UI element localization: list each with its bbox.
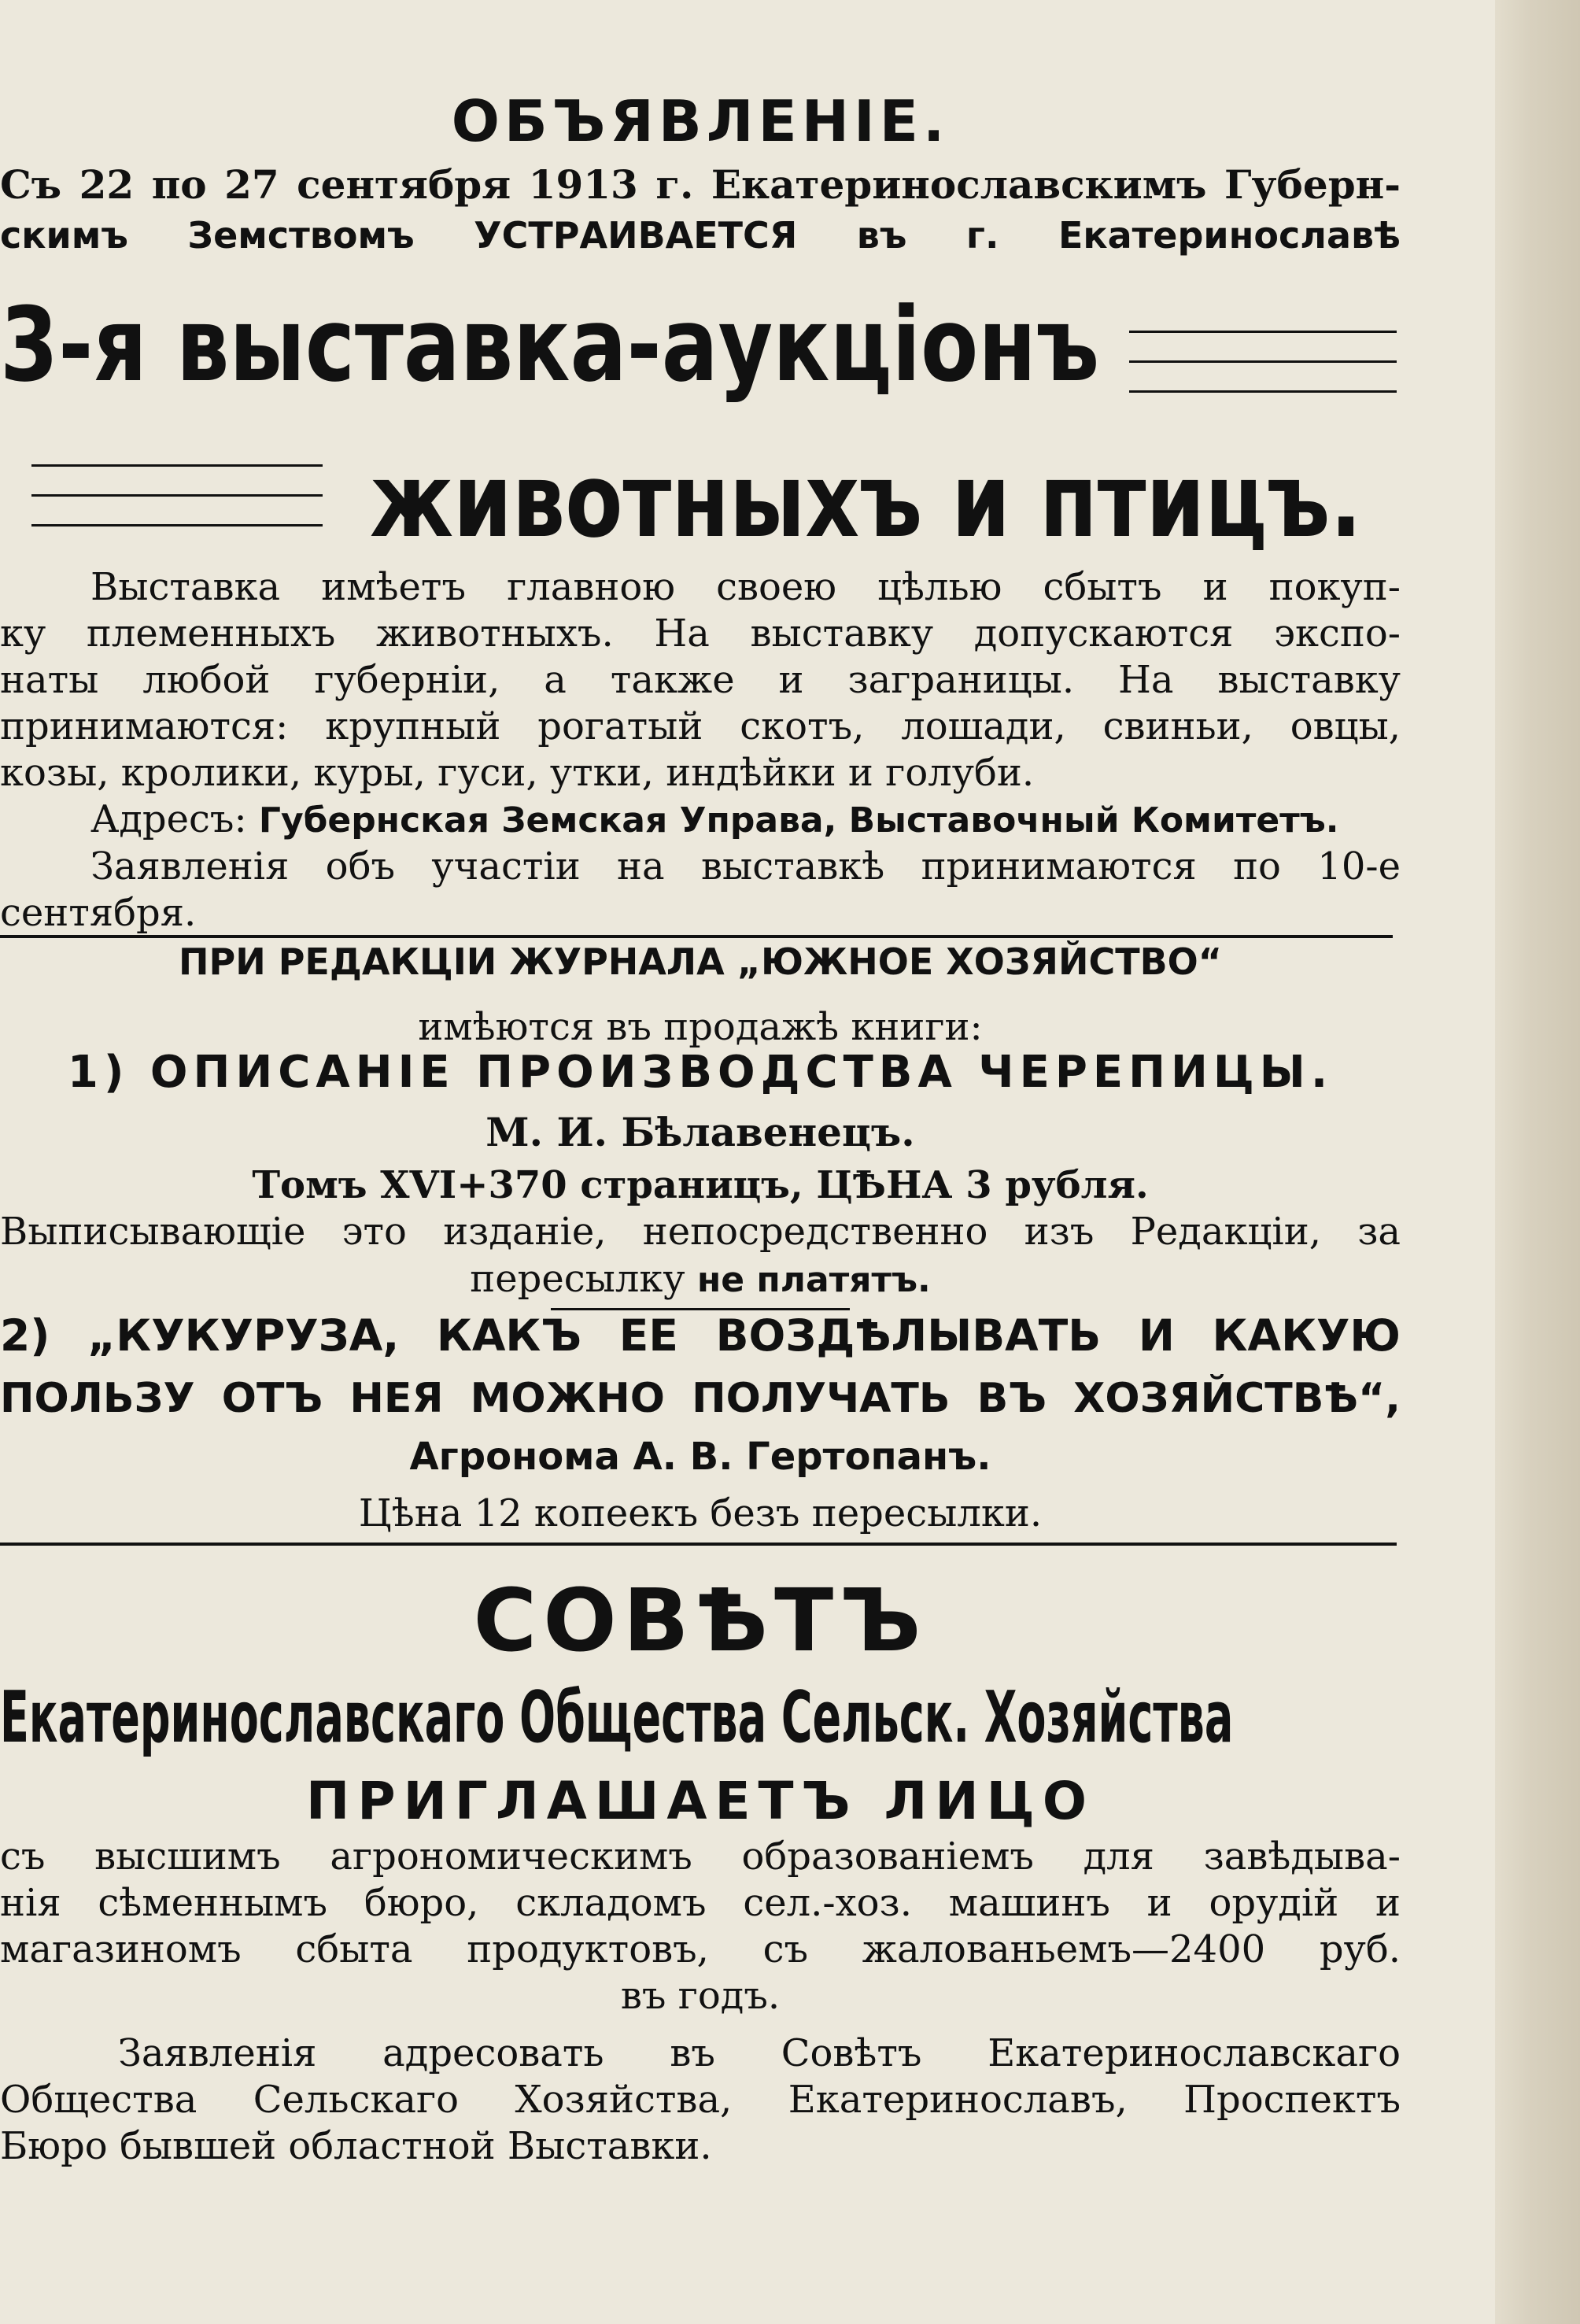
exhibition-title-line1: 3-я выставка-аукцiонъ	[0, 285, 1100, 405]
book1-price: Томъ XVI+370 страницъ, ЦѢНА 3 рубля.	[252, 1163, 1149, 1207]
book2-title-line1: 2) „КУКУРУЗА, КАКЪ ЕЕ ВОЗДѢЛЫВАТЬ И КАКУЮ	[0, 1310, 1401, 1361]
council-body	[0, 1834, 1401, 2170]
book1-title: 1) ОПИСАНIЕ ПРОИЗВОДСТВА ЧЕРЕПИЦЫ.	[67, 1047, 1334, 1098]
announcement-organizer: скимъ Земствомъ УСТРАИВАЕТСЯ въ г. Екатеринославѣ	[0, 214, 1401, 257]
body-line: ку племенныхъ животныхъ. На выставку допускаются экспо-	[0, 611, 1401, 656]
exhibition-title-line2: животныхъ и птицъ.	[370, 441, 1362, 560]
book1-note-line1: Выписывающiе это изданiе, непосредственно изъ Редакцiи, за	[0, 1210, 1401, 1254]
body-line: Выставка имѣетъ главною своею цѣлью сбытъ и покуп-	[90, 565, 1401, 609]
body-line: магазиномъ сбыта продуктовъ, съ жалованьемъ—2400 руб.	[0, 1927, 1401, 1971]
book1-author: М. И. Бѣлавенецъ.	[485, 1109, 915, 1155]
book1-note-line2	[0, 1256, 1401, 1303]
deadline-line: Заявленiя объ участiи на выставкѣ принимаются по 10-е	[90, 844, 1401, 889]
apply-line: Бюро бывшей областной Выставки.	[0, 2124, 712, 2168]
body-line: козы, кролики, куры, гуси, утки, индѣйки и голуби.	[0, 751, 1035, 795]
books-subheader: имѣются въ продажѣ книги:	[418, 1005, 983, 1049]
deadline-line: сентября.	[0, 891, 197, 935]
apply-line: Заявленiя адресовать въ Совѣтъ Екатеринославскаго	[118, 2031, 1401, 2075]
address-value: Губернская Земская Управа, Выставочный Комитетъ.	[258, 800, 1339, 841]
address-label: Адресъ:	[90, 797, 247, 841]
book2-title-line2: ПОЛЬЗУ ОТЪ НЕЯ МОЖНО ПОЛУЧАТЬ ВЪ ХОЗЯЙСТВѢ“,	[0, 1375, 1401, 1422]
decor-rule	[31, 494, 323, 497]
decor-rule	[31, 524, 323, 527]
council-society: Екатеринославскаго Общества Сельск. Хозяйства	[0, 1676, 1234, 1759]
council-invites: ПРИГЛАШАЕТЪ ЛИЦО	[306, 1771, 1095, 1831]
body-line: наты любой губернiи, а также и заграницы. На выставку	[0, 658, 1401, 702]
books-header: ПРИ РЕДАКЦIИ ЖУРНАЛА „ЮЖНОЕ ХОЗЯЙСТВО“	[178, 940, 1223, 983]
body-line: принимаются: крупный рогатый скотъ, лошади, свиньи, овцы,	[0, 704, 1401, 748]
book1-note-text: пересылку	[470, 1257, 685, 1301]
address-line	[0, 796, 1401, 844]
apply-line: Общества Сельскаго Хозяйства, Екатеринославъ, Проспектъ	[0, 2078, 1401, 2122]
section-divider	[0, 935, 1393, 938]
book2-author: Агронома А. В. Гертопанъ.	[409, 1435, 991, 1479]
decor-rule	[1129, 390, 1397, 393]
body-line: съ высшимъ агрономическимъ образованiемъ для завѣдыва-	[0, 1834, 1401, 1879]
page-spine-edge	[1495, 0, 1580, 2324]
decor-rule	[31, 464, 323, 467]
council-heading: СОВѢТЪ	[473, 1570, 928, 1671]
announcement-dates: Съ 22 по 27 сентября 1913 г. Екатеринославскимъ Губерн-	[0, 161, 1401, 208]
announcement-heading: ОБЪЯВЛЕНIЕ.	[451, 88, 950, 154]
section-divider	[0, 1543, 1397, 1546]
decor-rule	[1129, 331, 1397, 333]
book1-note-emphasis: не платятъ.	[696, 1260, 931, 1300]
announcement-body	[0, 564, 1401, 937]
body-line: въ годъ.	[620, 1974, 781, 2018]
book2-price: Цѣна 12 копеекъ безъ пересылки.	[358, 1491, 1043, 1535]
decor-rule	[1129, 360, 1397, 363]
body-line: нiя сѣменнымъ бюро, складомъ сел.-хоз. машинъ и орудiй и	[0, 1881, 1401, 1925]
